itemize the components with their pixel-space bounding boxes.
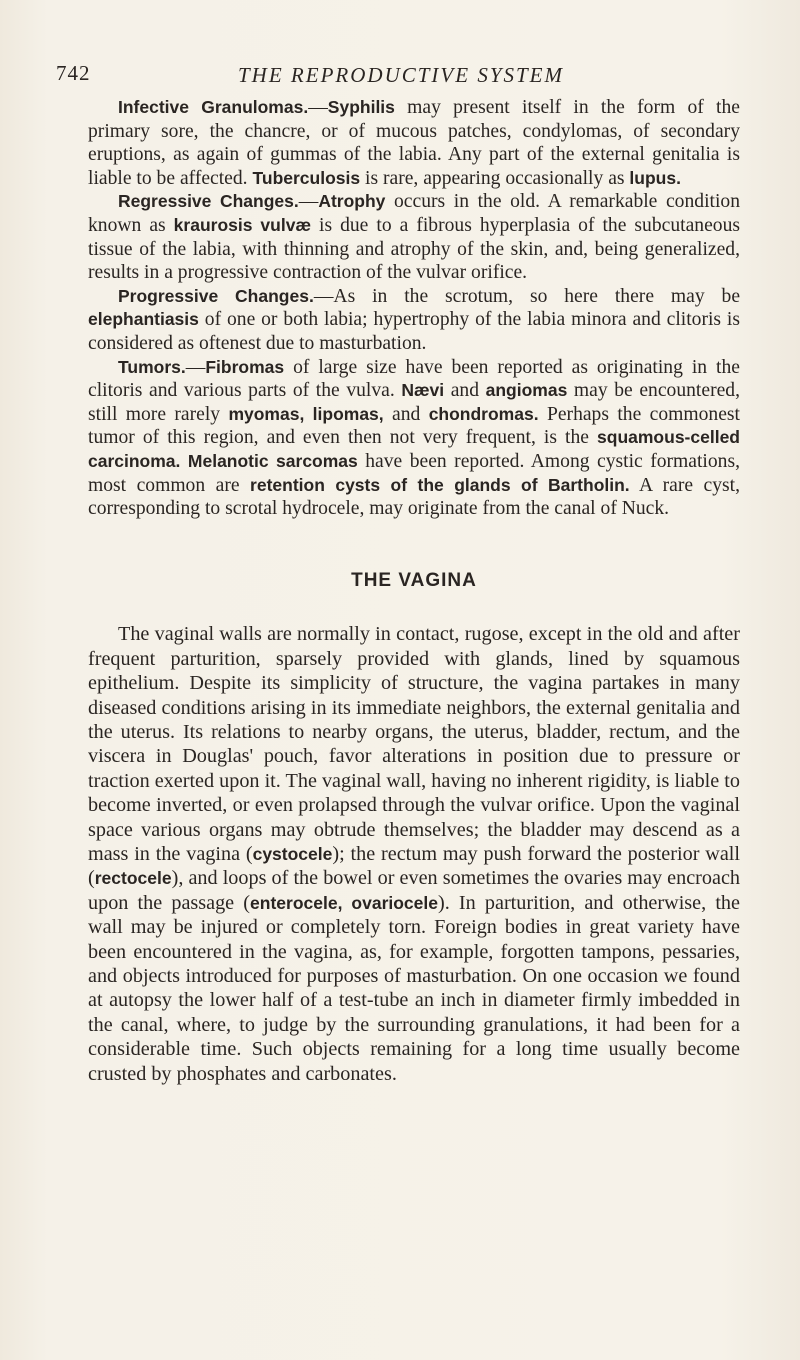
bold-term: cystocele: [252, 843, 333, 864]
text-run: may be encountered, still more rarely: [88, 380, 740, 425]
paragraph-progressive-changes: [88, 285, 740, 356]
bold-term: lupus.: [629, 167, 681, 188]
running-title: THE REPRODUCTIVE SYSTEM: [238, 63, 564, 87]
bold-term: rectocele: [94, 868, 172, 889]
bold-term: squamous-celled carcinoma.: [88, 427, 740, 471]
text-run: The vaginal walls are normally in contact, rugose, except in the old and after frequent parturition, sparsely provided with glands, lined by squamous epithelium. Despite its simplicity of structure, the vagina partakes in many diseased conditions arising in its immediate neighbors, the external genitalia and the uterus. Its relations to nearby organs, the uterus, bladder, rectum, and the viscera in Douglas' pouch, favor alterations in position due to pressure or traction exerted upon it. The vaginal wall, having no inherent rigidity, is liable to become inverted, or even prolapsed through the vulvar orifice. Upon the vaginal space various organs may obtrude themselves; the bladder may descend as a mass in the vagina (: [88, 623, 741, 865]
text-run: of one or both labia; hypertrophy of the labia minora and clitoris is considered as oftenest due to masturbation.: [88, 309, 740, 354]
text-run: ); the rectum may push forward the posterior wall (: [88, 842, 740, 890]
bold-term: myomas, lipomas,: [228, 403, 384, 424]
bold-term: kraurosis vulvæ: [173, 214, 312, 235]
paragraph-infective-granulomas: [88, 96, 740, 190]
bold-term: Fibromas: [205, 356, 285, 377]
text-run: ), and loops of the bowel or even sometimes the ovaries may encroach upon the passage (: [88, 867, 740, 914]
bold-term: Atrophy: [318, 191, 386, 212]
text-run: of large size have been reported as originating in the clitoris and various parts of the vulva.: [88, 356, 740, 402]
bold-term: Infective Granulomas.: [118, 97, 309, 117]
text-run: have been reported. Among cystic formations, most common are: [88, 450, 740, 496]
paragraph-regressive-changes: [88, 190, 740, 284]
text-run: and: [444, 380, 486, 402]
bold-term: Syphilis: [327, 97, 395, 117]
bold-term: Progressive Changes.: [118, 285, 314, 306]
text-run: is due to a fibrous hyperplasia of the subcutaneous tissue of the labia, with thinning and atrophy of the skin, and, being generalized, results in a progressive contraction of the vulvar orifice.: [88, 214, 740, 284]
text-run: occurs in the old. A remarkable condition known as: [88, 191, 740, 236]
bold-term: Tuberculosis: [252, 167, 361, 188]
text-run: is rare, appearing occasionally as: [360, 167, 630, 189]
bold-term: retention cysts of the glands of Bartholin.: [250, 474, 630, 495]
text-run: A rare cyst, corresponding to scrotal hydrocele, may originate from the canal of Nuck.: [88, 474, 740, 520]
running-header: [56, 60, 746, 90]
bold-term: angiomas: [485, 380, 568, 401]
text-run: —: [298, 191, 319, 213]
bold-term: Tumors.: [118, 356, 186, 377]
bold-term: Nævi: [401, 380, 445, 401]
bold-term: elephantiasis: [88, 309, 199, 330]
paragraph-vagina: [88, 622, 740, 1086]
text-run: —: [308, 97, 328, 118]
text-run: Perhaps the commonest tumor of this region, and even then not very frequent, is the: [88, 403, 740, 449]
text-run: —As in the scrotum, so here there may be: [313, 285, 741, 307]
bold-term: Regressive Changes.: [118, 191, 299, 212]
paragraph-tumors: [88, 356, 740, 521]
bold-term: chondromas.: [428, 403, 539, 424]
page-number: 742: [56, 61, 91, 85]
bold-term: enterocele, ovariocele: [250, 892, 438, 913]
bold-term: Melanotic sarcomas: [187, 450, 358, 471]
text-run: may present itself in the form of the primary sore, the chancre, or of mucous patches, condylomas, of secondary eruptions, as again of gummas of the labia. Any part of the external genitalia is liable to be affected.: [88, 97, 740, 189]
text-run: —: [185, 356, 206, 378]
text-run: and: [383, 403, 429, 425]
text-run: [180, 451, 187, 472]
body-text: [88, 96, 740, 1086]
section-heading: THE VAGINA: [351, 569, 477, 591]
text-run: ). In parturition, and otherwise, the wall may be injured or completely torn. Foreign bodies in great variety have been encountered in the vagina, as, for example, forgotten tampons, pessaries, and objects introduced for purposes of masturbation. On one occasion we found at autopsy the lower half of a test-tube an inch in diameter firmly imbedded in the canal, where, to judge by the surrounding granulations, it had been for a considerable time. Such objects remaining for a long time usually become crusted by phosphates and carbonates.: [88, 891, 740, 1085]
